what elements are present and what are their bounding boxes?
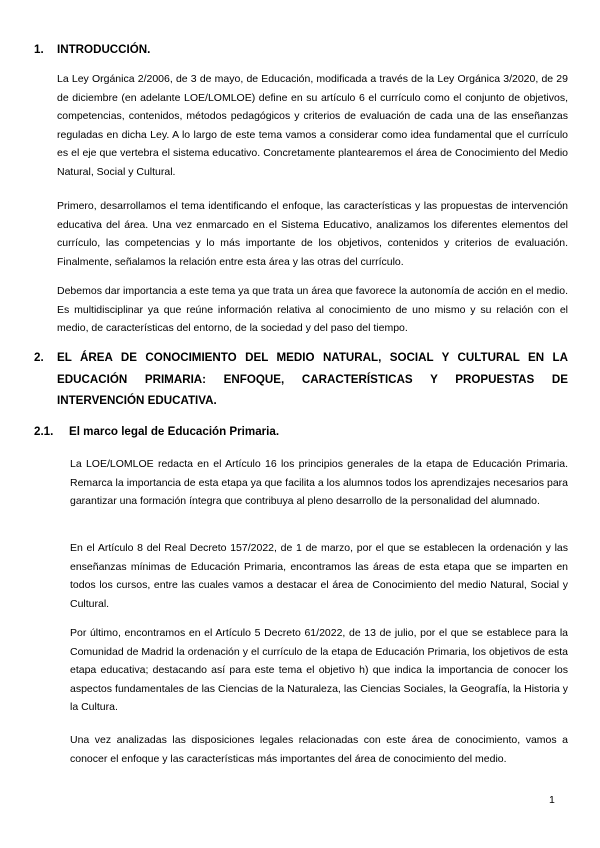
paragraph: Primero, desarrollamos el tema identificando el enfoque, las características y las propuestas de intervención educativa del área. Una vez enmarcado en el Sistema Educativo, analizamos los diferentes elementos del currículo, las competencias y lo más importante de los objetivos, contenidos y criterios de evaluación. Finalmente, señalamos la relación entre esta área y las otras del currículo. (57, 200, 568, 268)
section-1-title: INTRODUCCIÓN. (57, 43, 151, 56)
page-number: 1 (549, 794, 555, 806)
paragraph: Por último, encontramos en el Artículo 5 Decreto 61/2022, de 13 de julio, por el que se establece para la Comunidad de Madrid la ordenación y el currículo de la etapa de Educación Primaria, los objetivos de esta etapa educativa; destacando así para este tema el objetivo h) que indica la importancia de conocer los aspectos fundamentales de las Ciencias de la Naturaleza, las Ciencias Sociales, la Geografía, la Historia y la Cultura. (70, 627, 568, 714)
section-1-heading (34, 39, 568, 61)
section-1-number: 1. (34, 43, 44, 56)
section-2-1-number: 2.1. (34, 425, 54, 438)
paragraph: La Ley Orgánica 2/2006, de 3 de mayo, de Educación, modificada a través de la Ley Orgánica 3/2020, de 29 de diciembre (en adelante LOE/LOMLOE) define en su artículo 6 el currículo como el conjunto de objetivos, competencias, contenidos, métodos pedagógicos y criterios de evaluación de cada una de las enseñanzas reguladas en dicha Ley. A lo largo de este tema vamos a considerar como idea fundamental que el currículo es el eje que vertebra el sistema educativo. Concretamente plantearemos el área de Conocimiento del Medio Natural, Social y Cultural. (57, 73, 568, 178)
paragraph: Debemos dar importancia a este tema ya que trata un área que favorece la autonomía de acción en el medio. Es multidisciplinar ya que reúne información relativa al conocimiento de uno mismo y su relación con el medio, de características del entorno, de la sociedad y del paso del tiempo. (57, 285, 568, 335)
section-2-title: EL ÁREA DE CONOCIMIENTO DEL MEDIO NATURAL, SOCIAL Y CULTURAL EN LA EDUCACIÓN PRIMARIA: ENFOQUE, CARACTERÍSTICAS Y PROPUESTAS DE INTERVENCIÓN EDUCATIVA. (57, 351, 568, 408)
section-2-1-heading (34, 423, 568, 441)
paragraph: En el Artículo 8 del Real Decreto 157/2022, de 1 de marzo, por el que se establecen la ordenación y las enseñanzas mínimas de Educación Primaria, encontramos las áreas de esta etapa que se imparten en todos los cursos, entre las cuales vamos a destacar el área de Conocimiento del medio Natural, Social y Cultural. (70, 542, 568, 610)
section-2-number: 2. (34, 351, 44, 364)
paragraph: La LOE/LOMLOE redacta en el Artículo 16 los principios generales de la etapa de Educación Primaria. Remarca la importancia de esta etapa ya que facilita a los alumnos todos los aprendizajes necesarios para garantizar una formación íntegra que contribuya al pleno desarrollo de la personalidad del alumnado. (70, 458, 568, 508)
paragraph: Una vez analizadas las disposiciones legales relacionadas con este área de conocimiento, vamos a conocer el enfoque y las características más importantes del área de conocimiento del medio. (70, 734, 568, 765)
section-2-1-title: El marco legal de Educación Primaria. (69, 425, 280, 438)
section-2-heading (34, 347, 568, 412)
